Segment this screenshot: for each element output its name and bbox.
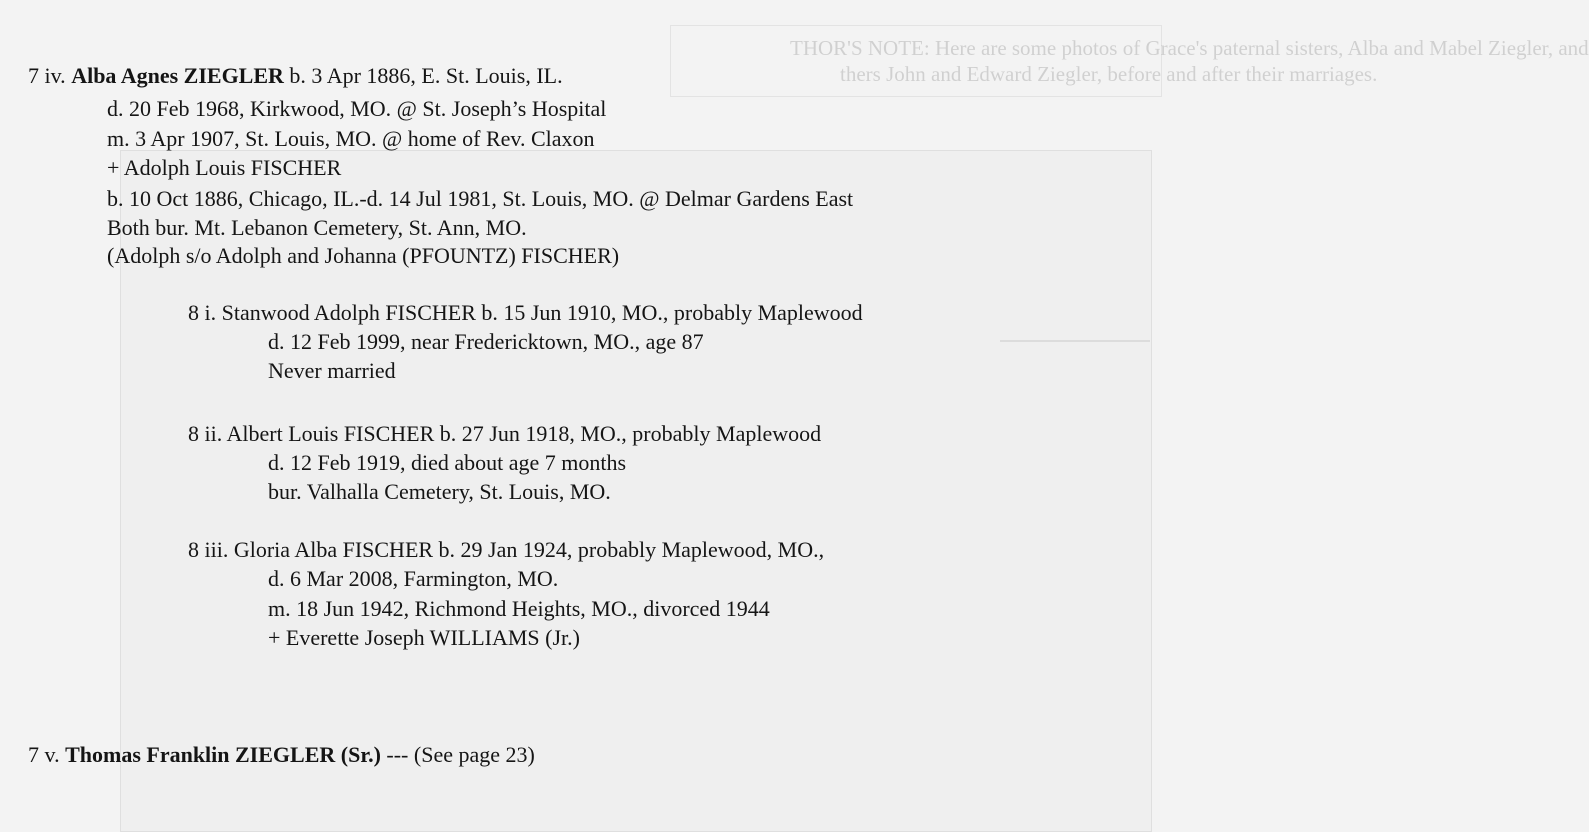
marriage-line: m. 3 Apr 1907, St. Louis, MO. @ home of Rev. Claxon [107, 126, 595, 151]
entry-prefix: 7 v. [28, 742, 60, 767]
death-line: d. 20 Feb 1968, Kirkwood, MO. @ St. Joseph’s Hospital [107, 96, 607, 121]
child-line: m. 18 Jun 1942, Richmond Heights, MO., divorced 1944 [268, 596, 770, 621]
spouse-line: + Adolph Louis FISCHER [107, 155, 342, 180]
child-line: bur. Valhalla Cemetery, St. Louis, MO. [268, 479, 611, 504]
child-line: 8 i. Stanwood Adolph FISCHER b. 15 Jun 1910, MO., probably Maplewood [188, 300, 863, 325]
spouse-parents-line: (Adolph s/o Adolph and Johanna (PFOUNTZ) FISCHER) [107, 243, 620, 268]
child-line: d. 12 Feb 1999, near Fredericktown, MO., age 87 [268, 329, 704, 354]
child-line: + Everette Joseph WILLIAMS (Jr.) [268, 625, 580, 650]
burial-line: Both bur. Mt. Lebanon Cemetery, St. Ann, MO. [107, 215, 527, 240]
child-line: 8 iii. Gloria Alba FISCHER b. 29 Jan 1924, probably Maplewood, MO., [188, 537, 825, 562]
person-name: Thomas Franklin ZIEGLER (Sr.) [65, 742, 381, 767]
child-line: Never married [268, 358, 396, 383]
child-line: d. 12 Feb 1919, died about age 7 months [268, 450, 627, 475]
page-reference: --- (See page 23) [386, 742, 535, 767]
bleed-through-text: thers John and Edward Ziegler, before and after their marriages. [840, 62, 1378, 86]
child-line: 8 ii. Albert Louis FISCHER b. 27 Jun 1918, MO., probably Maplewood [188, 421, 822, 446]
entry-prefix: 7 iv. [28, 63, 66, 88]
birth-line: b. 3 Apr 1886, E. St. Louis, IL. [289, 63, 563, 88]
child-line: d. 6 Mar 2008, Farmington, MO. [268, 566, 559, 591]
spouse-dates-line: b. 10 Oct 1886, Chicago, IL.-d. 14 Jul 1981, St. Louis, MO. @ Delmar Gardens East [107, 186, 854, 211]
entry-heading [28, 742, 535, 768]
bleed-through-text: THOR'S NOTE: Here are some photos of Grace's paternal sisters, Alba and Mabel Ziegler, and [790, 36, 1589, 60]
entry-heading [28, 63, 563, 89]
person-name: Alba Agnes ZIEGLER [71, 63, 284, 88]
bleed-rule [1000, 340, 1150, 342]
